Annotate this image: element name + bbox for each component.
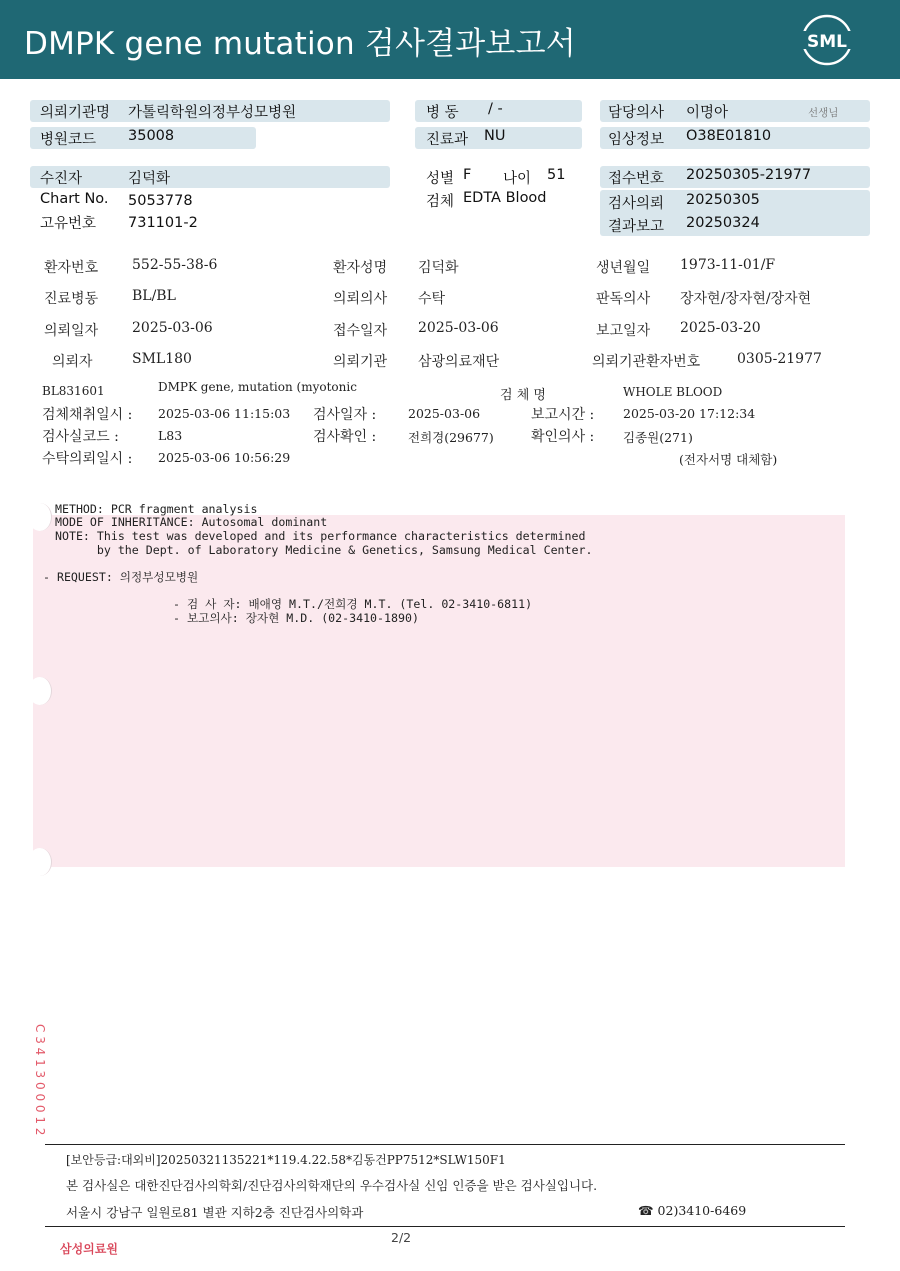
sml-logo — [800, 13, 854, 67]
page-number: 2/2 — [391, 1230, 412, 1245]
doctor-suffix: 선생님 — [808, 107, 839, 119]
patient-table-value: 552-55-38-6 — [132, 257, 218, 273]
esign-note: (전자서명 대체함) — [679, 452, 778, 467]
security-line: [보안등급:대외비]20250321135221*119.4.22.58*김동건PP7512*SLW150F1 — [66, 1153, 506, 1167]
method-line: METHOD: PCR fragment analysis — [55, 502, 258, 516]
consign-time: 2025-03-06 10:56:29 — [158, 450, 291, 465]
report-header — [0, 0, 900, 79]
specimen-label: 검체 — [426, 194, 455, 210]
sex-label: 성별 — [426, 171, 455, 187]
chart-label: Chart No. — [40, 191, 109, 207]
punch-hole — [28, 503, 52, 531]
hospital-stamp: 삼성의료원 — [60, 1242, 118, 1256]
report-time-label: 보고시간 : — [531, 407, 595, 423]
confirm: 김종원(271) — [623, 430, 693, 445]
unique-number: 731101-2 — [128, 215, 198, 231]
patient-label: 수진자 — [40, 171, 83, 187]
test-date: 2025-03-06 — [408, 406, 481, 421]
confirm-label: 확인의사 : — [531, 429, 595, 445]
test-date-label: 검사일자 : — [313, 407, 377, 423]
patient-table-value: SML180 — [132, 351, 192, 367]
patient-table-value: 2025-03-06 — [418, 320, 499, 336]
patient-table-value: 수탁 — [418, 291, 446, 307]
unique-label: 고유번호 — [40, 216, 97, 232]
side-serial-text — [20, 1022, 47, 1152]
inheritance-line: MODE OF INHERITANCE: Autosomal dominant — [55, 515, 328, 529]
patient-box — [30, 166, 390, 188]
collect-label: 검체채취일시 : — [42, 407, 133, 423]
doctor: 이명아 — [686, 105, 729, 121]
request-label: 검사의뢰 — [608, 196, 665, 212]
patient-table-value: 2025-03-06 — [132, 320, 213, 336]
patient-table-label: 보고일자 — [596, 323, 651, 339]
consign-label: 수탁의뢰일시 : — [42, 451, 133, 467]
note-line-2: by the Dept. of Laboratory Medicine & Genetics, Samsung Medical Center. — [55, 543, 593, 557]
reporter-line: - 보고의사: 장자현 M.D. (02-3410-1890) — [173, 611, 419, 625]
request-date: 20250305 — [686, 192, 760, 208]
patient-table-value: BL/BL — [132, 288, 176, 304]
patient-table-label: 판독의사 — [596, 291, 651, 307]
specimen-name: WHOLE BLOOD — [623, 385, 723, 399]
lab-code-label: 검사실코드 : — [42, 429, 119, 445]
certification-text: 본 검사실은 대한진단검사의학회/진단검사의학재단의 우수검사실 신임 인증을 받은 검사실입니다. — [66, 1178, 598, 1193]
age-label: 나이 — [503, 171, 532, 187]
age: 51 — [547, 167, 566, 183]
patient-name: 김덕화 — [128, 171, 171, 187]
svg-text:C 3 4 1 3 0 0 0 1 2: C 3 4 1 3 0 0 0 1 2 — [33, 1024, 47, 1136]
patient-table-label: 환자성명 — [333, 260, 388, 276]
note-line: NOTE: This test was developed and its performance characteristics determined — [55, 529, 586, 543]
lab-code: L83 — [158, 428, 183, 443]
tester-line: - 검 사 자: 배애영 M.T./전희경 M.T. (Tel. 02-3410-6811) — [173, 597, 533, 611]
phone-text: ☎ 02)3410-6469 — [638, 1203, 747, 1218]
clinical-info-label: 임상정보 — [608, 132, 665, 148]
hospital-code: 35008 — [128, 128, 175, 144]
chart-number: 5053778 — [128, 193, 193, 209]
hospital-code-label: 병원코드 — [40, 132, 97, 148]
clinical-info: O38E01810 — [686, 128, 772, 144]
specimen-name-label: 검 체 명 — [500, 388, 546, 403]
patient-table-value: 김덕화 — [418, 260, 459, 276]
patient-table-label: 의뢰자 — [52, 354, 93, 370]
request-line: - REQUEST: 의정부성모병원 — [43, 570, 199, 584]
patient-table-value: 삼광의료재단 — [418, 354, 500, 370]
patient-table-label: 의뢰의사 — [333, 291, 388, 307]
report-time: 2025-03-20 17:12:34 — [623, 406, 756, 421]
collect-time: 2025-03-06 11:15:03 — [158, 406, 291, 421]
logo-text: SML — [807, 32, 847, 52]
referring-org-label: 의뢰기관명 — [40, 105, 111, 121]
report-label: 결과보고 — [608, 219, 665, 235]
report-body — [33, 515, 845, 867]
patient-table-label: 진료병동 — [44, 291, 99, 307]
patient-table-label: 접수일자 — [333, 323, 388, 339]
specimen: EDTA Blood — [463, 190, 547, 206]
test-name: DMPK gene, mutation (myotonic — [158, 380, 357, 394]
patient-table-value: 장자현/장자현/장자현 — [680, 291, 812, 307]
verify-label: 검사확인 : — [313, 429, 377, 445]
patient-table-label: 생년월일 — [596, 260, 651, 276]
ward: / - — [488, 101, 503, 117]
footer-divider — [45, 1226, 845, 1227]
receipt-label: 접수번호 — [608, 171, 665, 187]
sex: F — [463, 167, 472, 183]
referring-org: 가톨릭학원의정부성모병원 — [128, 105, 297, 121]
report-title: DMPK gene mutation 검사결과보고서 — [24, 26, 576, 62]
test-code: BL831601 — [42, 384, 105, 398]
doctor-label: 담당의사 — [608, 105, 665, 121]
footer-divider — [45, 1144, 845, 1145]
patient-table-label: 환자번호 — [44, 260, 99, 276]
patient-table-value: 0305-21977 — [737, 351, 822, 367]
receipt-number: 20250305-21977 — [686, 167, 812, 183]
dept: NU — [484, 128, 506, 144]
punch-hole — [28, 848, 52, 876]
patient-table-label: 의뢰기관 — [333, 354, 388, 370]
patient-table-label: 의뢰일자 — [44, 323, 99, 339]
patient-table-value: 2025-03-20 — [680, 320, 761, 336]
report-date: 20250324 — [686, 215, 760, 231]
verify: 전희경(29677) — [408, 430, 494, 445]
ward-label: 병 동 — [426, 105, 459, 121]
dept-label: 진료과 — [426, 132, 469, 148]
patient-table-label: 의뢰기관환자번호 — [592, 354, 701, 370]
patient-table-value: 1973-11-01/F — [680, 257, 776, 273]
address-text: 서울시 강남구 일원로81 별관 지하2층 진단검사의학과 — [66, 1205, 364, 1220]
punch-hole — [28, 677, 52, 705]
